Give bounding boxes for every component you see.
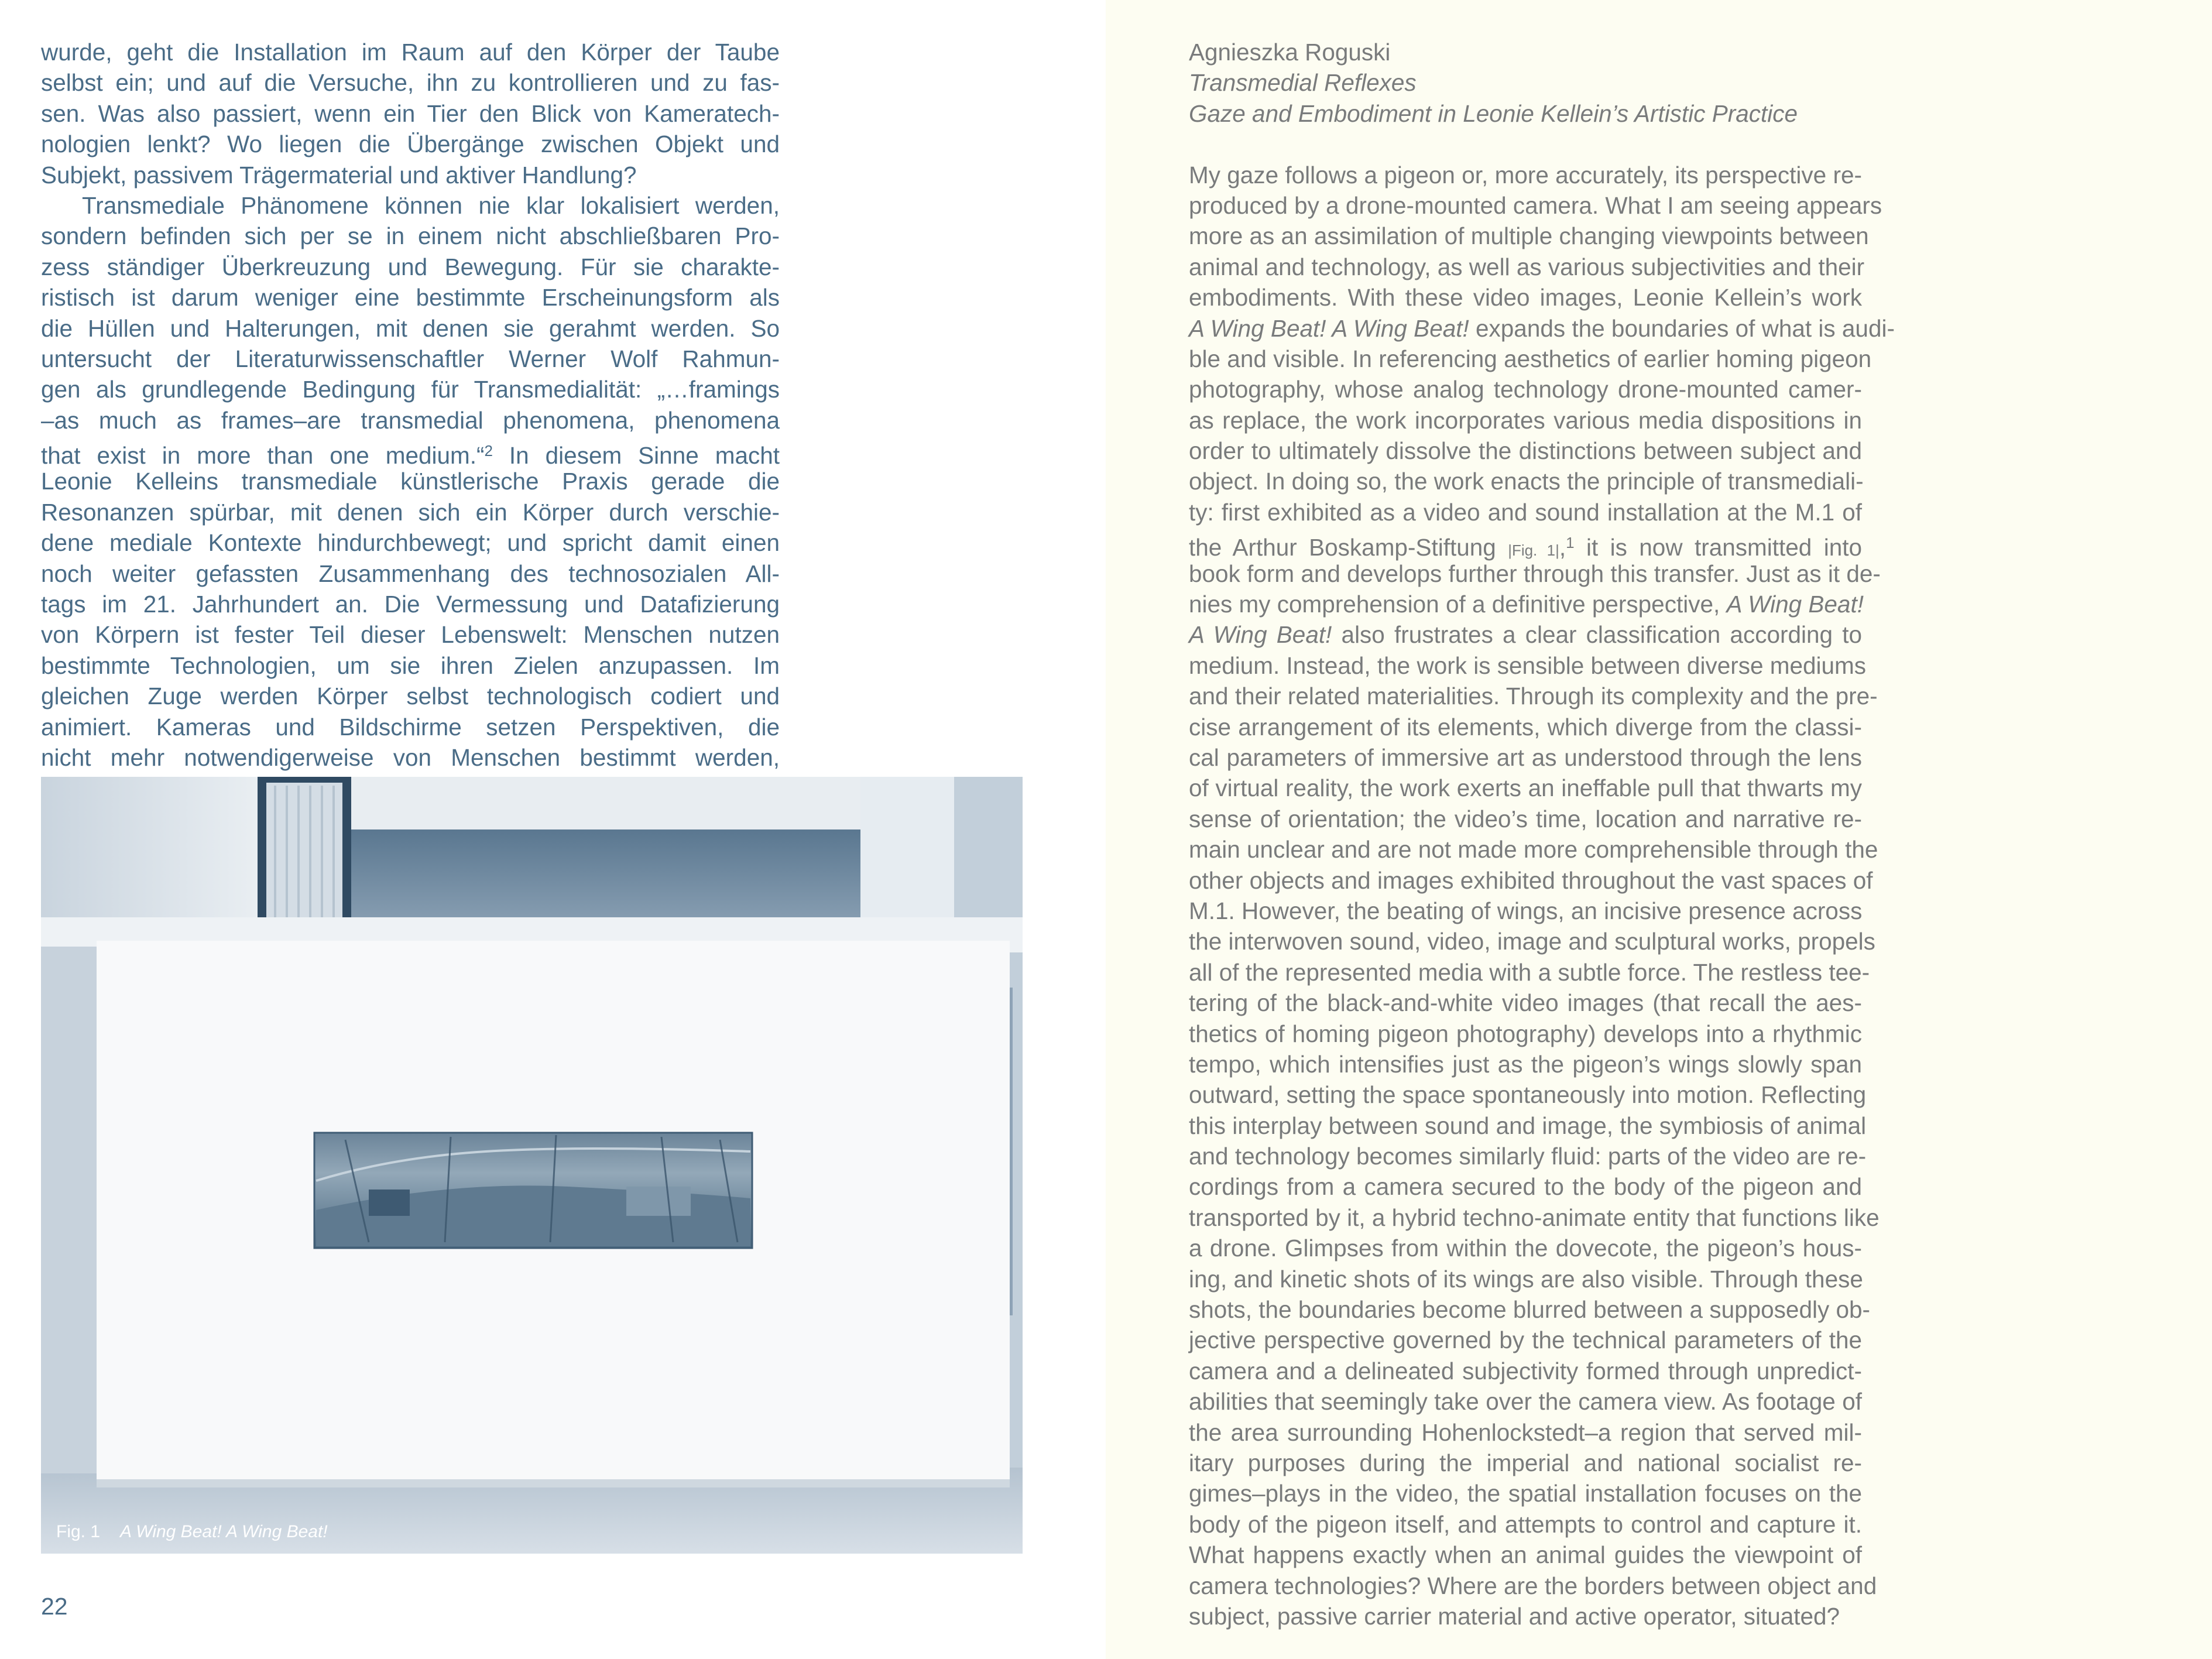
figure-reference: |Fig. 1| bbox=[1508, 541, 1559, 560]
text-line: other objects and images exhibited throughout the vast spaces of bbox=[1189, 866, 1873, 894]
heading-spacer bbox=[1189, 129, 1862, 159]
text-line: object. In doing so, the work enacts the principle of transmediali- bbox=[1189, 468, 1864, 495]
text-line: animal and technology, as well as various subjectivities and their bbox=[1189, 253, 1865, 280]
text-line: thetics of homing pigeon photography) develops into a rhythmic bbox=[1189, 1020, 1862, 1047]
text-line: My gaze follows a pigeon or, more accurately, its perspective re- bbox=[1189, 161, 1862, 188]
work-title: A Wing Beat! A Wing Beat! bbox=[1189, 314, 1469, 342]
text-line: What happens exactly when an animal guides the viewpoint of bbox=[1189, 1541, 1862, 1569]
text-line: sen. Was also passiert, wenn ein Tier den Blick von Kameratech- bbox=[41, 100, 780, 127]
text-line: gimes–plays in the video, the spatial installation focuses on the bbox=[1189, 1480, 1862, 1507]
text-line bbox=[1189, 619, 1862, 650]
footnote-marker: 2 bbox=[484, 442, 493, 460]
text-line: ble and visible. In referencing aesthetics of earlier homing pigeon bbox=[1189, 345, 1872, 372]
text-line: itary purposes during the imperial and national socialist re- bbox=[1189, 1449, 1862, 1476]
text-line: Subjekt, passivem Trägermaterial und aktiver Handlung? bbox=[41, 161, 637, 188]
text-line: tempo, which intensifies just as the pigeon’s wings slowly span bbox=[1189, 1050, 1862, 1078]
text-line: all of the represented media with a subtle force. The restless tee- bbox=[1189, 958, 1870, 986]
text-line: photography, whose analog technology drone-mounted camer- bbox=[1189, 376, 1862, 403]
text-line: transported by it, a hybrid techno-animate entity that functions like bbox=[1189, 1204, 1880, 1231]
text-line: noch weiter gefassten Zusammenhang des technosozialen All- bbox=[41, 560, 780, 587]
text-line: of virtual reality, the work exerts an ineffable pull that thwarts my bbox=[1189, 774, 1862, 802]
text-line: medium. Instead, the work is sensible between diverse mediums bbox=[1189, 652, 1867, 679]
text-segment: that exist in more than one medium.“ bbox=[41, 442, 485, 469]
text-line: von Körpern ist fester Teil dieser Lebenswelt: Menschen nutzen bbox=[41, 621, 780, 649]
text-line: as replace, the work incorporates various media dispositions in bbox=[1189, 406, 1862, 434]
text-line: selbst ein; und auf die Versuche, ihn zu kontrollieren und zu fas- bbox=[41, 69, 780, 97]
text-line: produced by a drone-mounted camera. What I am seeing appears bbox=[1189, 191, 1882, 219]
text-line: animiert. Kameras und Bildschirme setzen Perspektiven, die bbox=[41, 713, 780, 741]
text-segment: expands the boundaries of what is audi- bbox=[1469, 314, 1895, 342]
article-title: Transmedial Reflexes bbox=[1189, 69, 1417, 97]
text-line: and their related materialities. Through its complexity and the pre- bbox=[1189, 683, 1878, 710]
text-segment: nies my comprehension of a definitive perspective, bbox=[1189, 591, 1727, 618]
work-title: A Wing Beat! bbox=[1189, 621, 1332, 649]
author-name: Agnieszka Roguski bbox=[1189, 39, 1391, 66]
footnote-marker: 1 bbox=[1566, 534, 1575, 552]
text-line: wurde, geht die Installation im Raum auf den Körper der Taube bbox=[41, 39, 780, 66]
text-line: cordings from a camera secured to the body of the pigeon and bbox=[1189, 1173, 1862, 1201]
text-line: Leonie Kelleins transmediale künstlerische Praxis gerade die bbox=[41, 468, 780, 495]
text-line bbox=[1189, 313, 1895, 344]
text-line: ty: first exhibited as a video and sound installation at the M.1 of bbox=[1189, 498, 1862, 526]
text-line bbox=[41, 436, 780, 469]
text-line: book form and develops further through this transfer. Just as it de- bbox=[1189, 560, 1881, 587]
text-line: this interplay between sound and image, the symbiosis of animal bbox=[1189, 1112, 1867, 1139]
text-line: camera technologies? Where are the borders between object and bbox=[1189, 1572, 1877, 1599]
text-line: and technology becomes similarly fluid: parts of the video are re- bbox=[1189, 1143, 1867, 1170]
figure-label: Fig. 1 bbox=[56, 1522, 101, 1541]
text-segment: also frustrates a clear classification according to bbox=[1332, 621, 1862, 649]
text-line: nicht mehr notwendigerweise von Menschen bestimmt werden, bbox=[41, 743, 780, 771]
installation-photo bbox=[41, 777, 1023, 1554]
text-line: main unclear and are not made more comprehensible through the bbox=[1189, 836, 1878, 863]
page-number-left: 22 bbox=[41, 1593, 68, 1620]
text-line: embodiments. With these video images, Leonie Kellein’s work bbox=[1189, 284, 1862, 311]
text-line: more as an assimilation of multiple changing viewpoints between bbox=[1189, 222, 1869, 250]
figure-caption bbox=[56, 1522, 328, 1542]
text-line: the Arthur Boskamp-Stiftung |Fig. 1|,$^1$ it is now transmitted into bbox=[1189, 534, 1862, 561]
text-line: camera and a delineated subjectivity formed through unpredict- bbox=[1189, 1357, 1862, 1384]
text-line: outward, setting the space spontaneously into motion. Reflecting bbox=[1189, 1081, 1867, 1109]
text-line: jective perspective governed by the technical parameters of the bbox=[1189, 1326, 1862, 1354]
text-line: abilities that seemingly take over the camera view. As footage of bbox=[1189, 1388, 1862, 1415]
text-line: bestimmte Technologien, um sie ihren Zielen anzupassen. Im bbox=[41, 652, 780, 679]
text-line: untersucht der Literaturwissenschaftler Werner Wolf Rahmun- bbox=[41, 345, 780, 372]
text-line: Resonanzen spürbar, mit denen sich ein Körper durch verschie- bbox=[41, 498, 780, 526]
text-line: ristisch ist darum weniger eine bestimmte Erscheinungsform als bbox=[41, 284, 780, 311]
text-line: Transmediale Phänomene können nie klar lokalisiert werden, bbox=[82, 191, 780, 219]
text-line: gleichen Zuge werden Körper selbst technologisch codiert und bbox=[41, 683, 780, 710]
figure-title: A Wing Beat! A Wing Beat! bbox=[120, 1522, 328, 1541]
text-line bbox=[1189, 589, 1862, 619]
text-line: body of the pigeon itself, and attempts to control and capture it. bbox=[1189, 1510, 1862, 1538]
text-line: dene mediale Kontexte hindurchbewegt; und spricht damit einen bbox=[41, 529, 780, 557]
text-line: subject, passive carrier material and active operator, situated? bbox=[1189, 1602, 1840, 1630]
german-text-column bbox=[41, 37, 780, 773]
text-line: shots, the boundaries become blurred between a supposedly ob- bbox=[1189, 1296, 1870, 1324]
text-line: the area surrounding Hohenlockstedt–a region that served mil- bbox=[1189, 1418, 1862, 1446]
text-line: M.1. However, the beating of wings, an incisive presence across bbox=[1189, 897, 1863, 924]
right-page bbox=[1106, 0, 2212, 1659]
text-segment: it is now transmitted into bbox=[1574, 534, 1862, 561]
text-line: cise arrangement of its elements, which diverge from the classi- bbox=[1189, 713, 1862, 741]
text-line: cal parameters of immersive art as understood through the lens bbox=[1189, 743, 1862, 771]
text-line: ing, and kinetic shots of its wings are also visible. Through these bbox=[1189, 1265, 1863, 1293]
text-line: gen als grundlegende Bedingung für Transmedialität: „…framings bbox=[41, 376, 780, 403]
work-title: A Wing Beat! bbox=[1726, 591, 1864, 618]
text-line: sense of orientation; the video’s time, location and narrative re- bbox=[1189, 805, 1862, 832]
text-line: nologien lenkt? Wo liegen die Übergänge zwischen Objekt und bbox=[41, 131, 780, 158]
english-text-column bbox=[1189, 37, 1895, 1631]
text-line: tags im 21. Jahrhundert an. Die Vermessung und Datafizierung bbox=[41, 591, 780, 618]
text-segment: the Arthur Boskamp-Stiftung bbox=[1189, 534, 1508, 561]
text-line: sondern befinden sich per se in einem nicht abschließbaren Pro- bbox=[41, 222, 780, 250]
text-line: a drone. Glimpses from within the dovecote, the pigeon’s hous- bbox=[1189, 1235, 1862, 1262]
text-line: zess ständiger Überkreuzung und Bewegung. Für sie charakte- bbox=[41, 253, 780, 280]
text-line: order to ultimately dissolve the distinctions between subject and bbox=[1189, 437, 1862, 465]
text-line: the interwoven sound, video, image and sculptural works, propels bbox=[1189, 928, 1875, 955]
text-line: die Hüllen und Halterungen, mit denen sie gerahmt werden. So bbox=[41, 314, 780, 342]
article-subtitle: Gaze and Embodiment in Leonie Kellein’s Artistic Practice bbox=[1189, 100, 1798, 127]
text-segment: In diesem Sinne macht bbox=[492, 442, 780, 469]
gallery-scene-illustration bbox=[41, 777, 1023, 1554]
text-line: –as much as frames–are transmedial phenomena, phenomena bbox=[41, 406, 780, 434]
text-line: tering of the black-and-white video images (that recall the aes- bbox=[1189, 989, 1862, 1017]
